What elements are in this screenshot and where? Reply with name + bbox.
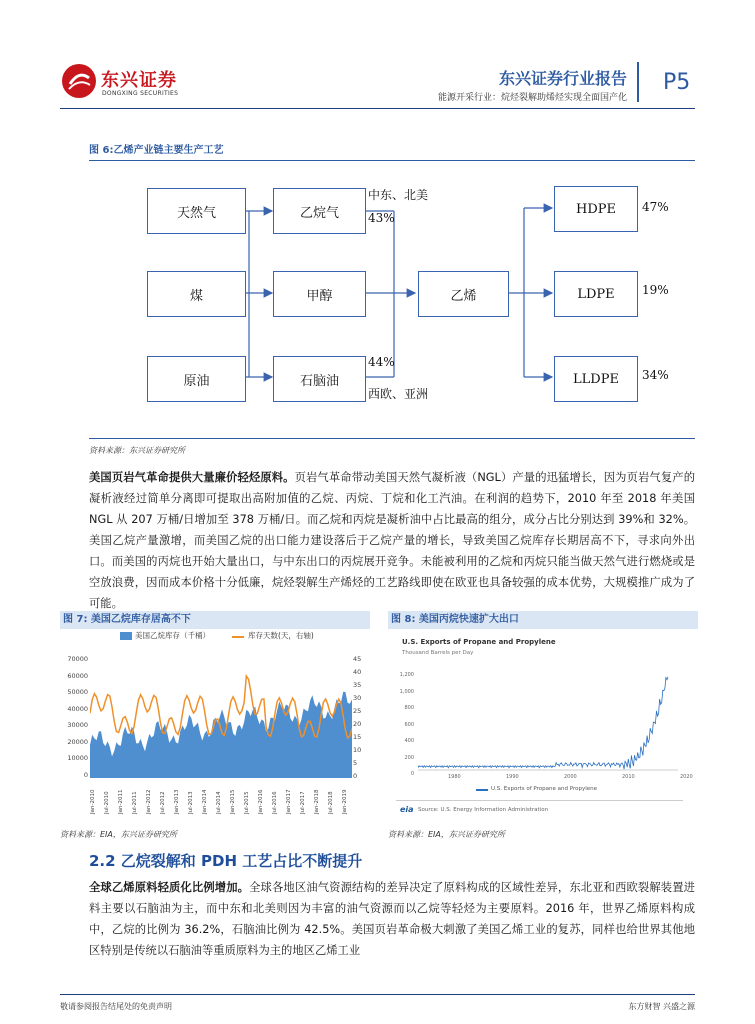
fig8-y-axis [392,672,414,776]
fig8-chart-title: U.S. Exports of Propane and Propylene [402,638,556,646]
fig8-exports-line [418,677,668,769]
fig7-inventory-area [90,692,352,778]
figure8-chart [418,662,683,774]
fig7-left-tick: 30000 [67,721,88,729]
footer-slogan: 东方财智 兴盛之源 [628,1002,695,1011]
fig8-x-tick: 2000 [564,774,577,780]
node-natural-gas: 天然气 [147,188,246,234]
fig8-x-tick: 2010 [622,774,635,780]
node-ethane: 乙烷气 [273,188,366,234]
fig7-right-tick: 20 [353,720,362,728]
fig7-x-tick: Jan-2014 [202,789,208,814]
fig8-y-tick: 800 [404,705,414,711]
fig7-legend-line-swatch [232,636,244,638]
fig8-eia-source: Source: U.S. Energy Information Administration [418,807,549,813]
fig7-x-tick: Jul-2013 [188,791,194,814]
fig7-right-tick: 10 [353,746,362,754]
section-title: 2.2 乙烷裂解和 PDH 工艺占比不断提升 [89,852,363,870]
label-lldpe-pct: 34% [642,368,669,382]
fig7-x-axis [90,780,352,824]
fig7-x-tick: Jan-2017 [286,789,292,814]
fig7-right-tick: 15 [353,733,362,741]
paragraph-ethylene-feedstock [89,877,695,961]
para1-body: 页岩气革命带动美国天然气凝析液（NGL）产量的迅猛增长，因为页岩气复产的凝析液经过简单分离即可提取出高附加值的乙烷、丙烷、丁烷和化工汽油。在利润的趋势下，2010 年至 2018 年美国 NGL 从 207 万桶/日增加至 378 万桶/日。而乙烷和丙烷是凝析油中占比最高的组分，成分占比分别达到 39%和 32%。美国乙烷产量激增，而美国乙烷的出口能力建设落后于乙烷产量的增长，导致美国乙烷库存长期居高不下，寻求向外出口。而美国的丙烷也开始大量出口，与中东出口的丙烷展开竞争。未能被利用的乙烷和丙烷只能当做天然气进行燃烧或是空放浪费，因而成本价格十分低廉，烷烃裂解生产烯烃的工艺路线即使在欧亚也具备较强的成本优势，大规模推广成为了可能。 [89,471,695,610]
figure7-title: 图 7: 美国乙烷库存居高不下 [60,611,370,629]
node-ethylene: 乙烯 [418,271,509,317]
fig7-x-tick: Jan-2012 [146,789,152,814]
label-mideast-namerica: 中东、北美 [368,188,429,202]
logo-text: 东兴证券 [101,70,177,91]
paragraph-shale-gas [89,467,695,614]
fig7-x-tick: Jul-2018 [328,791,334,814]
fig8-y-tick: 0 [410,771,414,777]
fig8-divider [396,800,683,801]
fig7-x-tick: Jul-2011 [132,791,138,814]
fig7-left-axis [60,655,88,779]
fig7-right-tick: 40 [353,668,362,676]
para1-lead: 美国页岩气革命提供大量廉价轻烃原料。 [89,471,295,484]
figure6-source: 资料来源：东兴证券研究所 [89,446,185,455]
fig8-legend-label: U.S. Exports of Propane and Propylene [491,786,597,792]
fig8-legend-swatch [476,789,488,791]
figure8-title: 图 8: 美国丙烷快速扩大出口 [388,611,698,629]
node-crude-oil: 原油 [147,356,246,402]
fig7-x-tick: Jul-2010 [104,791,110,814]
fig7-right-tick: 5 [353,759,358,767]
fig7-x-tick: Jan-2010 [90,789,96,814]
label-naphtha-pct: 44% [368,355,395,369]
fig8-x-tick: 1990 [506,774,519,780]
fig8-x-axis [418,774,693,784]
label-westeu-asia: 西欧、亚洲 [368,387,429,401]
node-naphtha: 石脑油 [273,356,366,402]
node-methanol: 甲醇 [273,271,366,317]
fig7-x-tick: Jul-2012 [160,791,166,814]
fig7-left-tick: 60000 [67,671,88,680]
logo-english: DONGXING SECURITIES [102,90,179,97]
fig7-legend-area-label: 美国乙烷库存（千桶） [135,631,210,640]
node-lldpe: LLDPE [554,356,638,402]
fig8-y-tick: 200 [404,754,414,761]
figure6-title: 图 6:乙烯产业链主要生产工艺 [89,145,224,156]
fig7-right-tick: 45 [353,655,362,663]
fig7-x-tick: Jul-2015 [244,791,250,814]
figure7-source: 资料来源：EIA，东兴证券研究所 [60,830,177,839]
fig7-x-tick: Jan-2015 [230,789,236,814]
fig7-right-tick: 35 [353,681,362,689]
para2-lead: 全球乙烯原料轻质化比例增加。 [89,881,250,894]
fig7-left-tick: 10000 [67,754,88,762]
fig8-x-tick: 2020 [680,774,693,780]
header-rule [60,108,695,109]
figure8-source: 资料来源：EIA，东兴证券研究所 [388,830,505,839]
fig7-right-axis [353,655,369,780]
fig7-x-tick: Jan-2018 [314,789,320,814]
fig7-legend-line-label: 库存天数(天，右轴) [248,631,314,640]
fig7-left-tick: 50000 [67,688,88,696]
fig7-right-tick: 0 [353,772,358,780]
fig7-left-tick: 40000 [67,704,88,713]
footer-rule [60,994,695,995]
fig7-x-tick: Jan-2013 [174,789,180,814]
fig8-x-tick: 1980 [448,774,461,780]
label-ethane-pct: 43% [368,211,395,225]
fig8-y-tick: 600 [404,721,414,728]
fig8-y-tick: 1,200 [399,672,414,678]
figure6-bottom-rule [89,438,695,439]
fig8-units: Thousand Barrels per Day [402,650,474,656]
label-hdpe-pct: 47% [642,200,669,214]
fig7-x-tick: Jul-2016 [272,791,278,814]
fig7-left-tick: 70000 [67,655,88,663]
fig7-left-tick: 20000 [67,737,88,746]
report-title: 东兴证券行业报告 [498,69,627,88]
fig7-x-tick: Jan-2019 [342,789,348,814]
fig7-right-tick: 25 [353,707,362,715]
footer-disclaimer: 敬请参阅报告结尾处的免责声明 [60,1002,172,1011]
node-hdpe: HDPE [554,186,638,232]
node-ldpe: LDPE [554,271,638,317]
eia-logo: eia [400,805,414,814]
figure6-top-rule [89,160,695,161]
header-divider [637,62,639,102]
report-subtitle: 能源开采行业：烷烃裂解助烯烃实现全面国产化 [437,93,627,103]
figure7-chart [90,660,352,778]
page-number: P5 [663,70,691,95]
fig7-x-tick: Jan-2016 [258,789,264,814]
fig7-x-tick: Jul-2014 [216,791,222,814]
fig7-right-tick: 30 [353,694,362,702]
label-ldpe-pct: 19% [642,283,669,297]
node-coal: 煤 [147,271,246,317]
fig8-y-tick: 1,000 [399,688,414,695]
para2-body: 全球各地区油气资源结构的差异决定了原料构成的区域性差异，东北亚和西欧裂解装置进料主要以石脑油为主，而中东和北美则因为丰富的油气资源而以乙烷等轻烃为主要原料。2016 年，世界乙烯原料构成中，乙烷的比例为 36.2%，石脑油比例为 42.5%。美国页岩革命极大刺激了美国乙烯工业的复苏，同样也给世界其他地区特别是传统以石脑油等重质原料为主的地区乙烯工业 [89,881,695,957]
fig7-left-tick: 0 [83,770,88,779]
fig7-x-tick: Jul-2017 [300,791,306,814]
fig7-x-tick: Jan-2011 [118,789,124,814]
fig8-y-tick: 400 [404,738,414,744]
logo-mark [62,64,96,98]
fig7-legend-area-swatch [120,632,132,640]
